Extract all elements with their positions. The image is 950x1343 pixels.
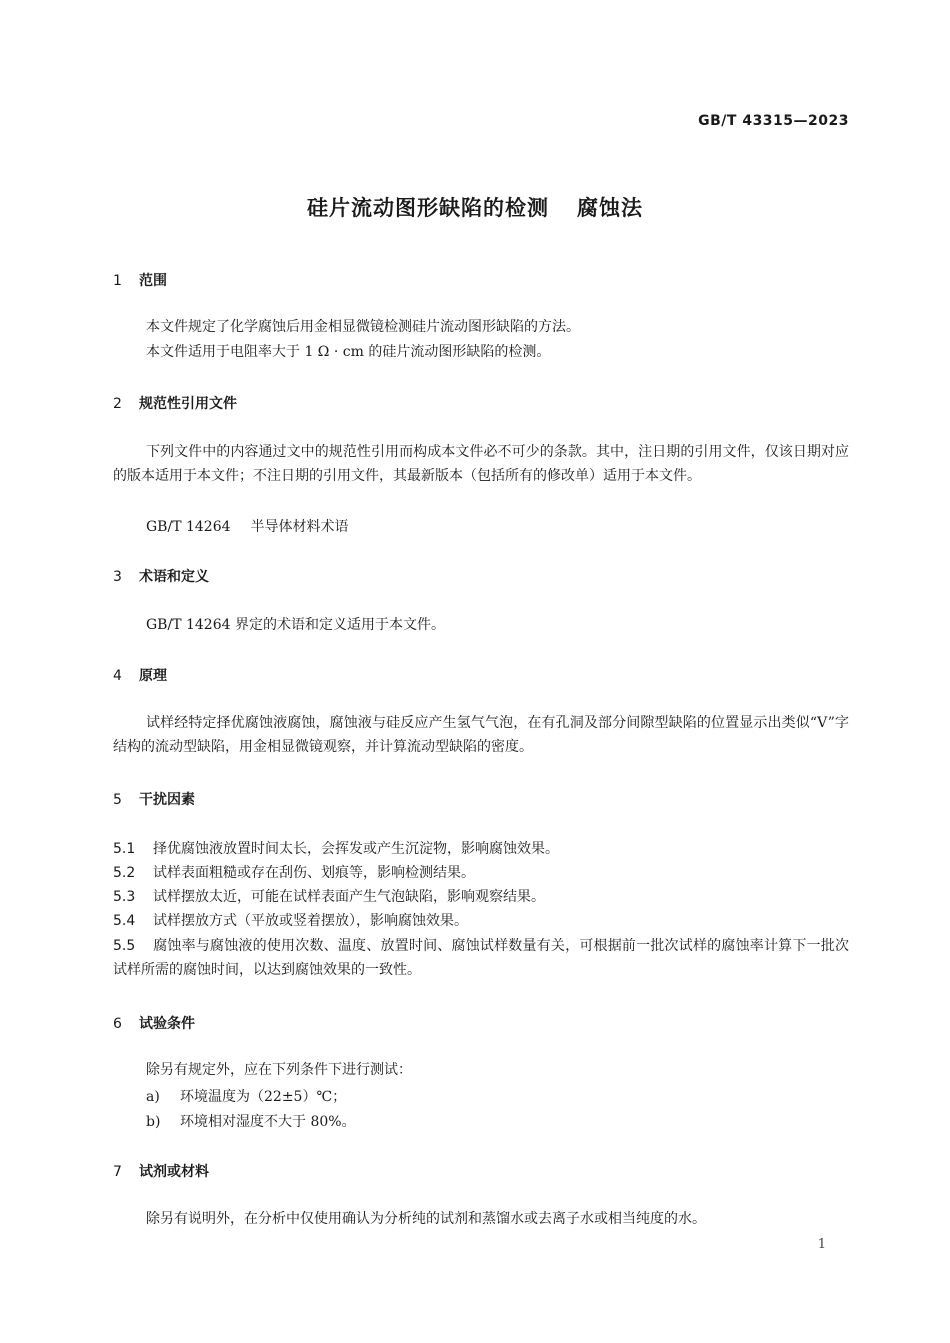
- reference-code: GB/T 14264: [146, 519, 231, 535]
- paragraph: 本文件适用于电阻率大于 1 Ω · cm 的硅片流动图形缺陷的检测。: [146, 344, 551, 360]
- section-title: 原理: [139, 668, 167, 684]
- clause-text: 试样摆放方式（平放或竖着摆放），影响腐蚀效果。: [153, 913, 468, 929]
- section-number: 2: [113, 396, 122, 412]
- section-heading: [113, 789, 195, 809]
- clause-number: 5.2: [113, 865, 136, 881]
- paragraph: 试样经特定择优腐蚀液腐蚀，腐蚀液与硅反应产生氢气气泡，在有孔洞及部分间隙型缺陷的位置显示出类似“V”字结构的流动型缺陷，用金相显微镜观察，并计算流动型缺陷的密度。: [113, 715, 849, 755]
- section-heading: [113, 665, 167, 685]
- section-heading: [113, 1161, 209, 1181]
- clause-text: 试样摆放太近，可能在试样表面产生气泡缺陷，影响观察结果。: [153, 889, 545, 905]
- clause-number: 5.5: [113, 938, 136, 954]
- page-number: 1: [817, 1237, 826, 1252]
- reference-name: 半导体材料术语: [250, 519, 349, 535]
- section-title: 试剂或材料: [139, 1164, 209, 1180]
- section-title: 干扰因素: [139, 792, 195, 808]
- page-title: [0, 192, 950, 222]
- list-marker: b): [146, 1114, 161, 1130]
- clause: [113, 837, 849, 861]
- section-number: 7: [113, 1164, 122, 1180]
- clause-number: 5.3: [113, 889, 136, 905]
- section-heading: [113, 1013, 195, 1033]
- section-number: 5: [113, 792, 122, 808]
- clause: [113, 885, 849, 909]
- paragraph: 除另有说明外，在分析中仅使用确认为分析纯的试剂和蒸馏水或去离子水或相当纯度的水。: [146, 1211, 706, 1227]
- clause: [113, 861, 849, 885]
- list-item: [146, 1086, 346, 1106]
- section-heading: [113, 566, 209, 586]
- list-item: [146, 1111, 356, 1131]
- clause-number: 5.4: [113, 913, 136, 929]
- section-title: 规范性引用文件: [139, 396, 237, 412]
- section-number: 1: [113, 273, 122, 289]
- paragraph: 本文件规定了化学腐蚀后用金相显微镜检测硅片流动图形缺陷的方法。: [146, 319, 580, 335]
- clause: [113, 934, 849, 982]
- clause-text: 腐蚀率与腐蚀液的使用次数、温度、放置时间、腐蚀试样数量有关，可根据前一批次试样的腐蚀率计算下一批次试样所需的腐蚀时间，以达到腐蚀效果的一致性。: [113, 938, 849, 978]
- standard-code: GB/T 43315—2023: [698, 113, 849, 129]
- section-number: 4: [113, 668, 122, 684]
- section-title: 范围: [139, 273, 167, 289]
- paragraph: 除另有规定外，应在下列条件下进行测试：: [146, 1062, 412, 1078]
- section-title: 试验条件: [139, 1016, 195, 1032]
- clause: [113, 909, 849, 933]
- section-number: 6: [113, 1016, 122, 1032]
- clause-text: 择优腐蚀液放置时间太长，会挥发或产生沉淀物，影响腐蚀效果。: [153, 841, 559, 857]
- normative-reference: [146, 516, 349, 536]
- section-heading: [113, 270, 167, 290]
- section-heading: [113, 393, 237, 413]
- clause-number: 5.1: [113, 841, 136, 857]
- section-title: 术语和定义: [139, 569, 209, 585]
- title-sub: 腐蚀法: [577, 196, 643, 220]
- paragraph: GB/T 14264 界定的术语和定义适用于本文件。: [146, 617, 445, 633]
- clause-text: 试样表面粗糙或存在刮伤、划痕等，影响检测结果。: [153, 865, 475, 881]
- section-number: 3: [113, 569, 122, 585]
- list-text: 环境温度为（22±5）℃；: [180, 1089, 347, 1105]
- list-text: 环境相对湿度不大于 80%。: [180, 1114, 356, 1130]
- list-marker: a): [146, 1089, 160, 1105]
- paragraph: 下列文件中的内容通过文中的规范性引用而构成本文件必不可少的条款。其中，注日期的引用文件，仅该日期对应的版本适用于本文件；不注日期的引用文件，其最新版本（包括所有的修改单）适用于本文件。: [113, 444, 849, 484]
- title-main: 硅片流动图形缺陷的检测: [307, 196, 549, 220]
